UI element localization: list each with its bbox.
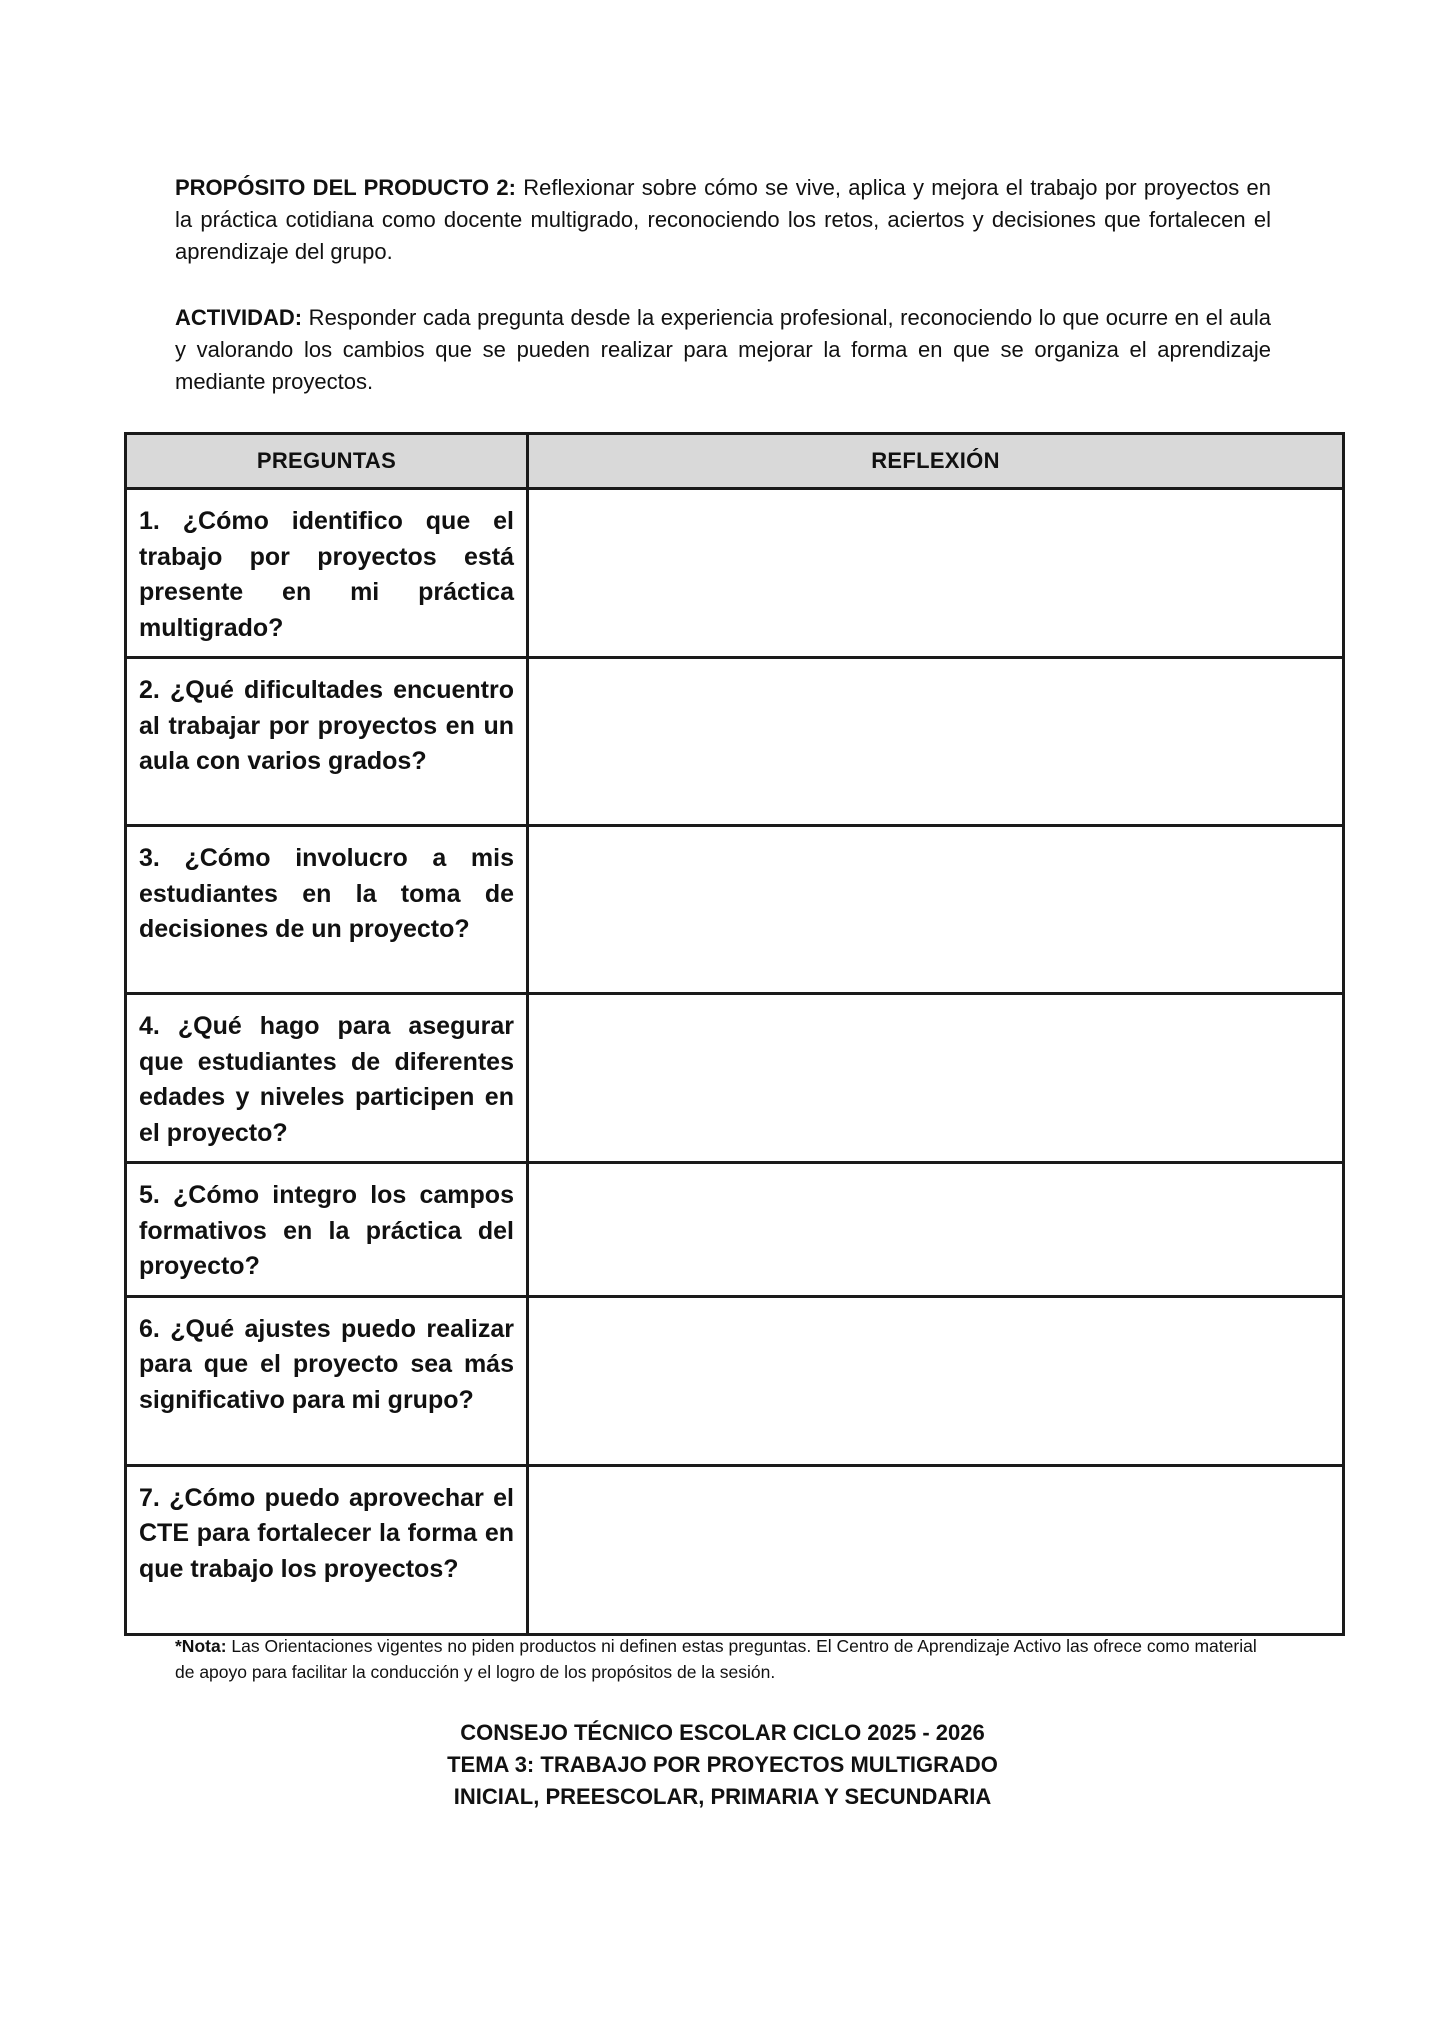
question-cell (126, 1163, 528, 1297)
activity-text: Responder cada pregunta desde la experiencia profesional, reconociendo lo que ocurre en el aula y valorando los cambios que se pueden realizar para mejorar la forma en que se organiza el aprendizaje mediante proyectos. (175, 305, 1271, 394)
footnote (175, 1633, 1271, 1685)
table-row (126, 994, 1344, 1163)
question-text: 4. ¿Qué hago para asegurar que estudiantes de diferentes edades y niveles participen en el proyecto? (139, 1012, 514, 1147)
question-text: 2. ¿Qué dificultades encuentro al trabajar por proyectos en un aula con varios grados? (139, 676, 514, 775)
table-row (126, 826, 1344, 994)
table-row (126, 489, 1344, 658)
footer-line-1: CONSEJO TÉCNICO ESCOLAR CICLO 2025 - 2026 (460, 1720, 985, 1745)
footnote-label: *Nota: (175, 1636, 227, 1656)
header-questions: PREGUNTAS (126, 434, 528, 489)
question-cell (126, 826, 528, 994)
activity-label: ACTIVIDAD: (175, 305, 303, 330)
question-cell (126, 1465, 528, 1634)
table-row (126, 658, 1344, 826)
question-cell (126, 658, 528, 826)
reflection-table (124, 432, 1345, 1636)
question-text: 1. ¿Cómo identifico que el trabajo por proyectos está presente en mi práctica multigrado? (139, 507, 514, 642)
header-reflection: REFLEXIÓN (528, 434, 1344, 489)
question-text: 3. ¿Cómo involucro a mis estudiantes en la toma de decisiones de un proyecto? (139, 844, 514, 943)
footer-line-3: INICIAL, PREESCOLAR, PRIMARIA Y SECUNDARIA (453, 1784, 992, 1809)
question-cell (126, 994, 528, 1163)
question-cell (126, 489, 528, 658)
table-row (126, 1163, 1344, 1297)
purpose-paragraph (175, 172, 1271, 268)
footnote-text: Las Orientaciones vigentes no piden productos ni definen estas preguntas. El Centro de Aprendizaje Activo las ofrece como material de apoyo para facilitar la conducción y el logro de los propósitos de la sesión. (175, 1636, 1257, 1682)
question-text: 5. ¿Cómo integro los campos formativos en la práctica del proyecto? (139, 1181, 514, 1280)
reflection-cell[interactable] (528, 1163, 1344, 1297)
table-row (126, 1465, 1344, 1634)
question-text: 6. ¿Qué ajustes puedo realizar para que el proyecto sea más significativo para mi grupo? (139, 1314, 514, 1414)
table-row (126, 1296, 1344, 1465)
purpose-text: Reflexionar sobre cómo se vive, aplica y mejora el trabajo por proyectos en la práctica cotidiana como docente multigrado, reconociendo los retos, aciertos y decisiones que fortalecen el aprendizaje del grupo. (175, 175, 1271, 264)
activity-paragraph (175, 302, 1271, 398)
footer-line-2: TEMA 3: TRABAJO POR PROYECTOS MULTIGRADO (447, 1752, 998, 1777)
question-cell (126, 1296, 528, 1465)
reflection-cell[interactable] (528, 658, 1344, 826)
reflection-cell[interactable] (528, 489, 1344, 658)
table-header-row (126, 434, 1344, 489)
reflection-cell[interactable] (528, 994, 1344, 1163)
reflection-cell[interactable] (528, 826, 1344, 994)
reflection-cell[interactable] (528, 1465, 1344, 1634)
purpose-label: PROPÓSITO DEL PRODUCTO 2: (175, 175, 516, 200)
question-text: 7. ¿Cómo puedo aprovechar el CTE para fortalecer la forma en que trabajo los proyectos? (139, 1483, 514, 1583)
reflection-cell[interactable] (528, 1296, 1344, 1465)
